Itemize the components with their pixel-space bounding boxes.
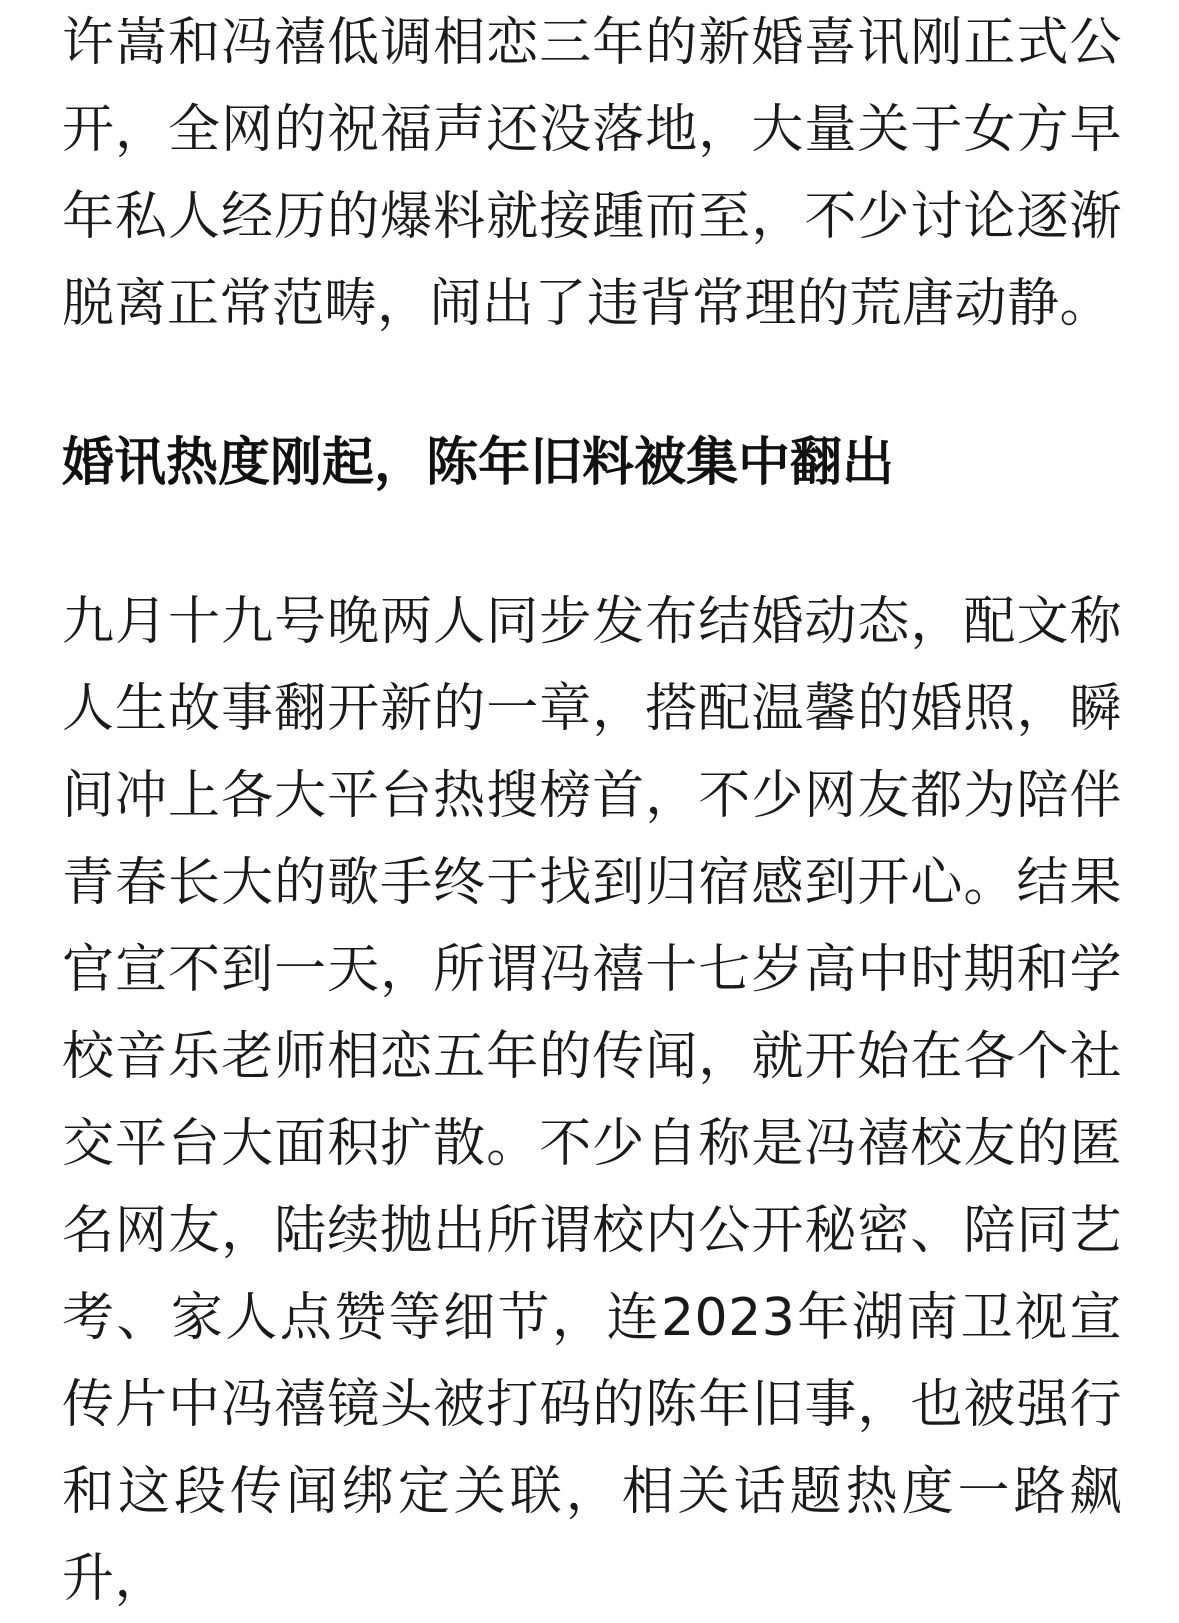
article-content	[62, 0, 1122, 1623]
section-heading: 婚讯热度刚起，陈年旧料被集中翻出	[62, 433, 895, 493]
body-paragraph: 九月十九号晚两人同步发布结婚动态，配文称人生故事翻开新的一章，搭配温馨的婚照，瞬间冲上各大平台热搜榜首，不少网友都为陪伴青春长大的歌手终于找到归宿感到开心。结果官宣不到一天，所谓冯禧十七岁高中时期和学校音乐老师相恋五年的传闻，就开始在各个社交平台大面积扩散。不少自称是冯禧校友的匿名网友，陆续抛出所谓校内公开秘密、陪同艺考、家人点赞等细节，连2023年湖南卫视宣传片中冯禧镜头被打码的陈年旧事，也被强行和这段传闻绑定关联，相关话题热度一路飙升，	[62, 592, 1122, 1609]
intro-paragraph: 许嵩和冯禧低调相恋三年的新婚喜讯刚正式公开，全网的祝福声还没落地，大量关于女方早年私人经历的爆料就接踵而至，不少讨论逐渐脱离正常范畴，闹出了违背常理的荒唐动静。	[62, 13, 1122, 334]
